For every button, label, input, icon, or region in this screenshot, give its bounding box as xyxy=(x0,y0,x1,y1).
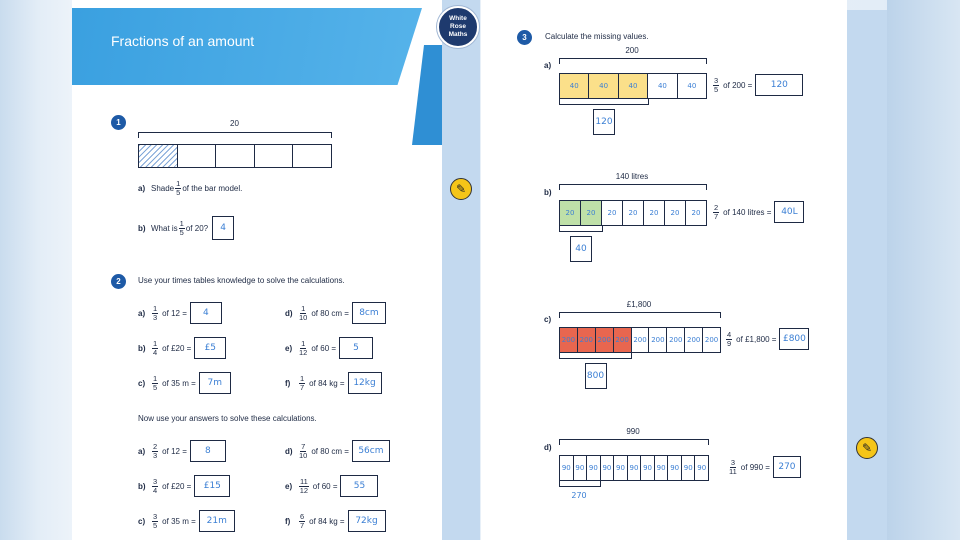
bar-total-label: 20 xyxy=(230,119,239,128)
fraction xyxy=(179,220,185,237)
fraction xyxy=(726,331,732,348)
logo-line-1: White xyxy=(449,15,467,22)
answer-box[interactable]: 21m xyxy=(199,510,235,532)
bar-model xyxy=(559,327,721,353)
part-label: a) xyxy=(138,308,146,318)
part-brace xyxy=(559,226,603,232)
denominator: 7 xyxy=(300,520,305,530)
bar-cell[interactable]: 20 xyxy=(623,201,644,225)
fraction xyxy=(152,375,158,392)
bar-cell[interactable] xyxy=(255,145,294,167)
numerator: 11 xyxy=(300,476,308,486)
right-margin-strip xyxy=(847,10,887,540)
calculation xyxy=(285,337,373,359)
numerator: 1 xyxy=(153,303,158,313)
q1b-text xyxy=(138,216,234,240)
bar-cell[interactable]: 40 xyxy=(687,82,697,90)
fraction xyxy=(713,77,719,94)
numerator: 4 xyxy=(727,329,732,339)
calculation-text: of 80 cm = xyxy=(311,446,349,456)
part-value-box[interactable]: 120 xyxy=(593,109,615,135)
part-brace xyxy=(559,353,632,359)
bar-total-label: 140 litres xyxy=(615,172,649,181)
calculation-text: of 84 kg = xyxy=(309,516,345,526)
bar-model xyxy=(138,144,332,168)
bar-cell[interactable]: 200 xyxy=(578,328,596,352)
bar-cell[interactable]: 20 xyxy=(691,209,701,217)
bar-cell[interactable]: 200 xyxy=(596,328,614,352)
part-label: d) xyxy=(285,446,293,456)
bar-cell[interactable] xyxy=(293,145,331,167)
answer-box[interactable]: £15 xyxy=(194,475,230,497)
q3-instruction: Calculate the missing values. xyxy=(545,32,649,41)
part-label: e) xyxy=(285,481,293,491)
bar-cell[interactable]: 90 xyxy=(601,456,615,480)
calculation-text: of 35 m = xyxy=(162,516,196,526)
total-brace xyxy=(559,439,709,445)
numerator: 7 xyxy=(301,441,306,451)
denominator: 4 xyxy=(153,485,158,495)
calculation-text: of 60 = xyxy=(312,481,338,491)
calculation xyxy=(138,337,226,359)
calculation xyxy=(138,302,222,324)
answer-box[interactable]: 4 xyxy=(212,216,234,240)
fraction xyxy=(152,513,158,530)
part-label: b) xyxy=(138,481,146,491)
calculation xyxy=(138,475,230,497)
part-label: b) xyxy=(138,223,146,233)
fraction xyxy=(152,305,158,322)
question-number: 2 xyxy=(111,274,126,289)
bar-cell[interactable] xyxy=(178,145,217,167)
calculation xyxy=(285,302,386,324)
calculation-text: of £20 = xyxy=(162,343,192,353)
part-value-box[interactable]: 800 xyxy=(585,363,607,389)
bar-model xyxy=(559,73,707,99)
bar-cell[interactable]: 20 xyxy=(560,201,581,225)
part-label: f) xyxy=(285,378,291,388)
total-brace xyxy=(559,312,721,318)
calculation-text: of 140 litres = xyxy=(723,207,772,217)
answer-box[interactable]: 7m xyxy=(199,372,231,394)
pencil-icon[interactable]: ✎ xyxy=(856,437,878,459)
denominator: 5 xyxy=(153,382,158,392)
fraction xyxy=(299,478,309,495)
denominator: 5 xyxy=(176,188,181,197)
denominator: 5 xyxy=(714,84,719,94)
bar-cell-shaded[interactable] xyxy=(139,145,178,167)
part-value-box[interactable]: 40 xyxy=(570,236,592,262)
fraction xyxy=(152,443,158,460)
calculation-text: of 80 cm = xyxy=(311,308,349,318)
calculation xyxy=(138,510,235,532)
part-label: b) xyxy=(544,188,552,197)
denominator: 12 xyxy=(299,485,309,495)
calculation xyxy=(138,372,231,394)
bar-cell[interactable]: 200 xyxy=(704,336,719,344)
bar-total-label: 990 xyxy=(626,427,640,436)
calculation-text: of 84 kg = xyxy=(309,378,345,388)
bar-cell[interactable]: 90 xyxy=(697,464,707,472)
numerator: 3 xyxy=(714,75,719,85)
answer-box[interactable]: 4 xyxy=(190,302,222,324)
q1b-post: of 20? xyxy=(185,223,209,233)
numerator: 2 xyxy=(714,202,719,212)
numerator: 3 xyxy=(730,457,735,467)
bar-cell[interactable]: 200 xyxy=(649,328,667,352)
part-label: d) xyxy=(544,443,552,452)
bar-cell[interactable]: 40 xyxy=(560,74,589,98)
answer-box[interactable]: 56cm xyxy=(352,440,390,462)
q1a-pre: Shade xyxy=(151,184,175,193)
part-label: a) xyxy=(544,61,552,70)
calculation xyxy=(285,372,382,394)
calculation xyxy=(725,328,809,350)
answer-box[interactable]: 72kg xyxy=(348,510,386,532)
calculation xyxy=(712,201,804,223)
answer-box[interactable]: 8cm xyxy=(352,302,386,324)
denominator: 7 xyxy=(714,211,719,221)
numerator: 3 xyxy=(153,511,158,521)
part-label: a) xyxy=(138,184,146,193)
calculation xyxy=(285,475,378,497)
bar-cell[interactable]: 90 xyxy=(668,456,682,480)
fraction xyxy=(713,204,719,221)
part-label: d) xyxy=(285,308,293,318)
part-label: f) xyxy=(285,516,291,526)
bar-cell[interactable]: 90 xyxy=(614,456,628,480)
q2-instruction-2: Now use your answers to solve these calculations. xyxy=(138,414,317,423)
bar-cell[interactable]: 200 xyxy=(614,328,632,352)
calculation xyxy=(285,510,386,532)
part-brace xyxy=(559,481,601,487)
fraction xyxy=(299,375,305,392)
fraction xyxy=(152,478,158,495)
fraction xyxy=(729,459,737,476)
calculation xyxy=(285,440,390,462)
numerator: 1 xyxy=(179,218,184,228)
calculation xyxy=(712,74,803,96)
bar-cell[interactable]: 200 xyxy=(560,328,578,352)
denominator: 9 xyxy=(727,338,732,348)
logo-line-3: Maths xyxy=(448,31,468,38)
part-label: c) xyxy=(138,378,146,388)
bar-cell[interactable]: 40 xyxy=(648,74,677,98)
bar-cell[interactable] xyxy=(216,145,255,167)
calculation-text: of £1,800 = xyxy=(736,334,777,344)
bar-total-label: 200 xyxy=(625,46,639,55)
calculation-text: of 12 = xyxy=(162,308,187,318)
numerator: 6 xyxy=(300,511,305,521)
answer-box[interactable]: 40L xyxy=(774,201,804,223)
bar-model xyxy=(559,455,709,481)
part-label: e) xyxy=(285,343,293,353)
calculation-text: of 60 = xyxy=(311,343,337,353)
bar-cell[interactable]: 200 xyxy=(632,328,650,352)
calculation-text: of 200 = xyxy=(723,80,753,90)
slide-edge xyxy=(887,0,960,540)
bar-cell[interactable]: 40 xyxy=(619,74,648,98)
answer-box[interactable]: 120 xyxy=(755,74,803,96)
numerator: 1 xyxy=(153,373,158,383)
bar-cell[interactable]: 90 xyxy=(560,456,574,480)
part-label: b) xyxy=(138,343,146,353)
answer-box[interactable]: £5 xyxy=(194,337,226,359)
fraction xyxy=(299,513,305,530)
numerator: 1 xyxy=(300,373,305,383)
calculation-text: of £20 = xyxy=(162,481,192,491)
denominator: 10 xyxy=(299,312,308,322)
answer-box[interactable]: 8 xyxy=(190,440,226,462)
numerator: 1 xyxy=(301,303,306,313)
bar-cell[interactable]: 20 xyxy=(644,201,665,225)
q1a-post: of the bar model. xyxy=(182,184,243,193)
calculation xyxy=(728,456,801,478)
numerator: 1 xyxy=(176,179,181,188)
q1a-text xyxy=(138,180,242,197)
calculation xyxy=(138,440,226,462)
numerator: 3 xyxy=(153,476,158,486)
fraction xyxy=(299,340,307,357)
q1b-pre: What is xyxy=(151,223,178,233)
denominator: 3 xyxy=(153,450,158,460)
fraction xyxy=(175,180,181,197)
denominator: 5 xyxy=(153,520,158,530)
fraction xyxy=(299,443,307,460)
total-brace xyxy=(138,132,332,138)
part-label: c) xyxy=(138,516,146,526)
numerator: 1 xyxy=(153,338,158,348)
part-label: c) xyxy=(544,315,552,324)
bar-total-label: £1,800 xyxy=(626,300,652,309)
bar-cell[interactable]: 90 xyxy=(574,456,588,480)
bar-cell[interactable]: 200 xyxy=(685,328,703,352)
total-brace xyxy=(559,184,707,190)
page-title: Fractions of an amount xyxy=(111,33,255,49)
denominator: 3 xyxy=(153,312,158,322)
pencil-icon[interactable]: ✎ xyxy=(450,178,472,200)
answer-box[interactable]: 55 xyxy=(340,475,378,497)
bar-cell[interactable]: 90 xyxy=(682,456,696,480)
q2-instruction: Use your times tables knowledge to solve the calculations. xyxy=(138,276,345,285)
bar-cell[interactable]: 90 xyxy=(587,456,601,480)
total-brace xyxy=(559,58,707,64)
fraction xyxy=(299,305,307,322)
denominator: 5 xyxy=(179,227,184,237)
answer-box[interactable]: 5 xyxy=(339,337,373,359)
question-number: 1 xyxy=(111,115,126,130)
bar-cell[interactable]: 20 xyxy=(665,201,686,225)
calculation-text: of 990 = xyxy=(740,462,770,472)
answer-box[interactable]: 270 xyxy=(773,456,801,478)
question-number: 3 xyxy=(517,30,532,45)
denominator: 10 xyxy=(299,450,308,460)
bar-model xyxy=(559,200,707,226)
numerator: 2 xyxy=(153,441,158,451)
denominator: 4 xyxy=(153,347,158,357)
answer-box[interactable]: £800 xyxy=(779,328,809,350)
part-label: a) xyxy=(138,446,146,456)
calculation-text: of 35 m = xyxy=(162,378,196,388)
bar-cell[interactable]: 20 xyxy=(581,201,602,225)
bar-cell[interactable]: 200 xyxy=(667,328,685,352)
bar-cell[interactable]: 40 xyxy=(589,74,618,98)
denominator: 11 xyxy=(729,466,737,476)
logo-line-2: Rose xyxy=(450,23,466,30)
bar-cell[interactable]: 90 xyxy=(655,456,669,480)
white-rose-maths-logo xyxy=(437,6,479,48)
fraction xyxy=(152,340,158,357)
denominator: 12 xyxy=(299,347,308,357)
bar-cell[interactable]: 20 xyxy=(602,201,623,225)
page-gutter xyxy=(442,0,480,540)
denominator: 7 xyxy=(300,382,305,392)
part-value-box[interactable]: 270 xyxy=(571,491,587,500)
bar-cell[interactable]: 90 xyxy=(628,456,642,480)
bar-cell[interactable]: 90 xyxy=(641,456,655,480)
answer-box[interactable]: 12kg xyxy=(348,372,382,394)
calculation-text: of 12 = xyxy=(162,446,187,456)
part-brace xyxy=(559,99,649,105)
numerator: 1 xyxy=(301,338,306,348)
